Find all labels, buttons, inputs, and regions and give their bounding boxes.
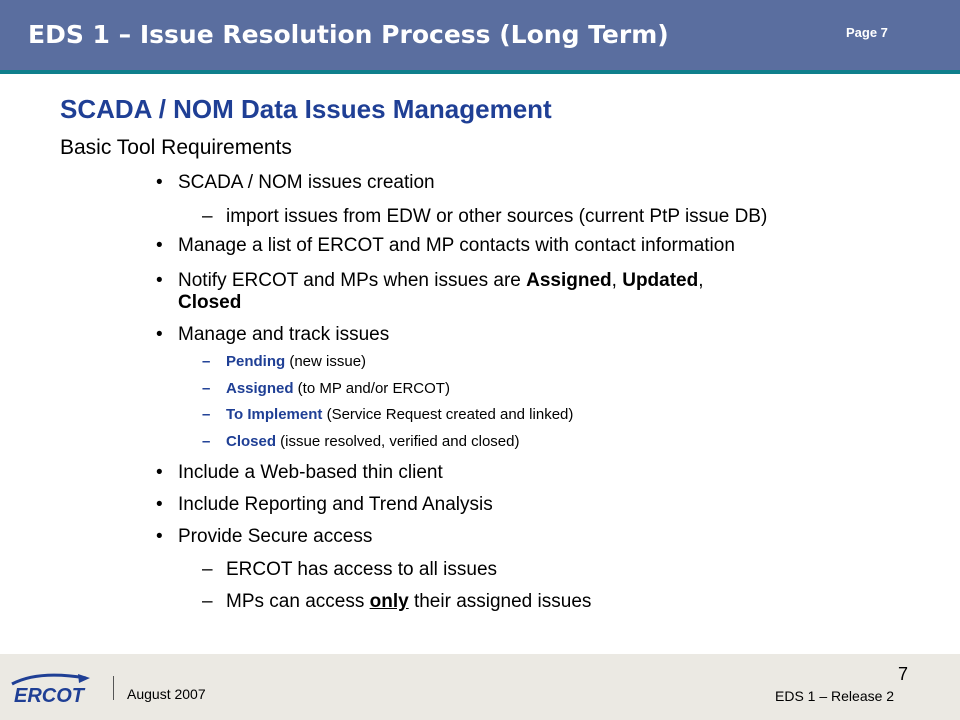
dash-glyph: –: [202, 380, 211, 397]
notify-text: Notify ERCOT and MPs when issues are: [178, 270, 527, 291]
footer-date: August 2007: [127, 686, 206, 702]
bullet-glyph: •: [156, 235, 163, 256]
notify-sep: ,: [611, 270, 623, 291]
sub-import-issues: import issues from EDW or other sources (current PtP issue DB): [226, 206, 768, 227]
page-label: Page 7: [846, 25, 888, 40]
header-divider: [0, 70, 960, 74]
bullet-issues-creation: SCADA / NOM issues creation: [178, 172, 435, 193]
bullet-notify: [178, 270, 704, 292]
slide-title: EDS 1 – Issue Resolution Process (Long Term): [28, 20, 669, 49]
sub-mp-access: MPs can access only their assigned issues: [226, 591, 592, 612]
dash-glyph: –: [202, 559, 213, 580]
dash-glyph: –: [202, 206, 213, 227]
release-label: EDS 1 – Release 2: [775, 688, 895, 704]
dash-glyph: –: [202, 433, 211, 450]
bullet-glyph: •: [156, 494, 163, 515]
bullet-glyph: •: [156, 324, 163, 345]
slide-number: 7: [898, 664, 909, 684]
bullet-glyph: •: [156, 462, 163, 483]
notify-updated: Updated: [622, 270, 699, 291]
bullet-manage-contacts: Manage a list of ERCOT and MP contacts with contact information: [178, 235, 735, 256]
status-item-to-implement: To Implement (Service Request created and linked): [226, 406, 574, 423]
dash-glyph: –: [202, 353, 211, 370]
notify-sep: ,: [698, 270, 704, 291]
bullet-glyph: •: [156, 526, 163, 547]
bullet-manage-track: Manage and track issues: [178, 324, 390, 345]
footer-bar: [0, 654, 960, 720]
ercot-logo: [8, 668, 100, 708]
subheading: Basic Tool Requirements: [60, 136, 292, 159]
main-heading: SCADA / NOM Data Issues Management: [60, 94, 552, 124]
bullet-web-client: Include a Web-based thin client: [178, 462, 443, 483]
status-item-pending: Pending (new issue): [226, 353, 367, 370]
sub-ercot-access: ERCOT has access to all issues: [226, 559, 498, 580]
svg-text:ERCOT: ERCOT: [14, 685, 84, 707]
notify-assigned: Assigned: [526, 270, 612, 291]
footer-divider: [113, 676, 114, 700]
dash-glyph: –: [202, 406, 211, 423]
status-item-closed: Closed (issue resolved, verified and closed): [226, 433, 520, 450]
dash-glyph: –: [202, 591, 213, 612]
bullet-reporting: Include Reporting and Trend Analysis: [178, 494, 493, 515]
header-bar: [0, 0, 960, 70]
bullet-secure-access: Provide Secure access: [178, 526, 373, 547]
notify-closed: Closed: [178, 292, 242, 313]
bullet-glyph: •: [156, 172, 163, 193]
bullet-glyph: •: [156, 270, 163, 291]
status-item-assigned: Assigned (to MP and/or ERCOT): [226, 380, 450, 397]
